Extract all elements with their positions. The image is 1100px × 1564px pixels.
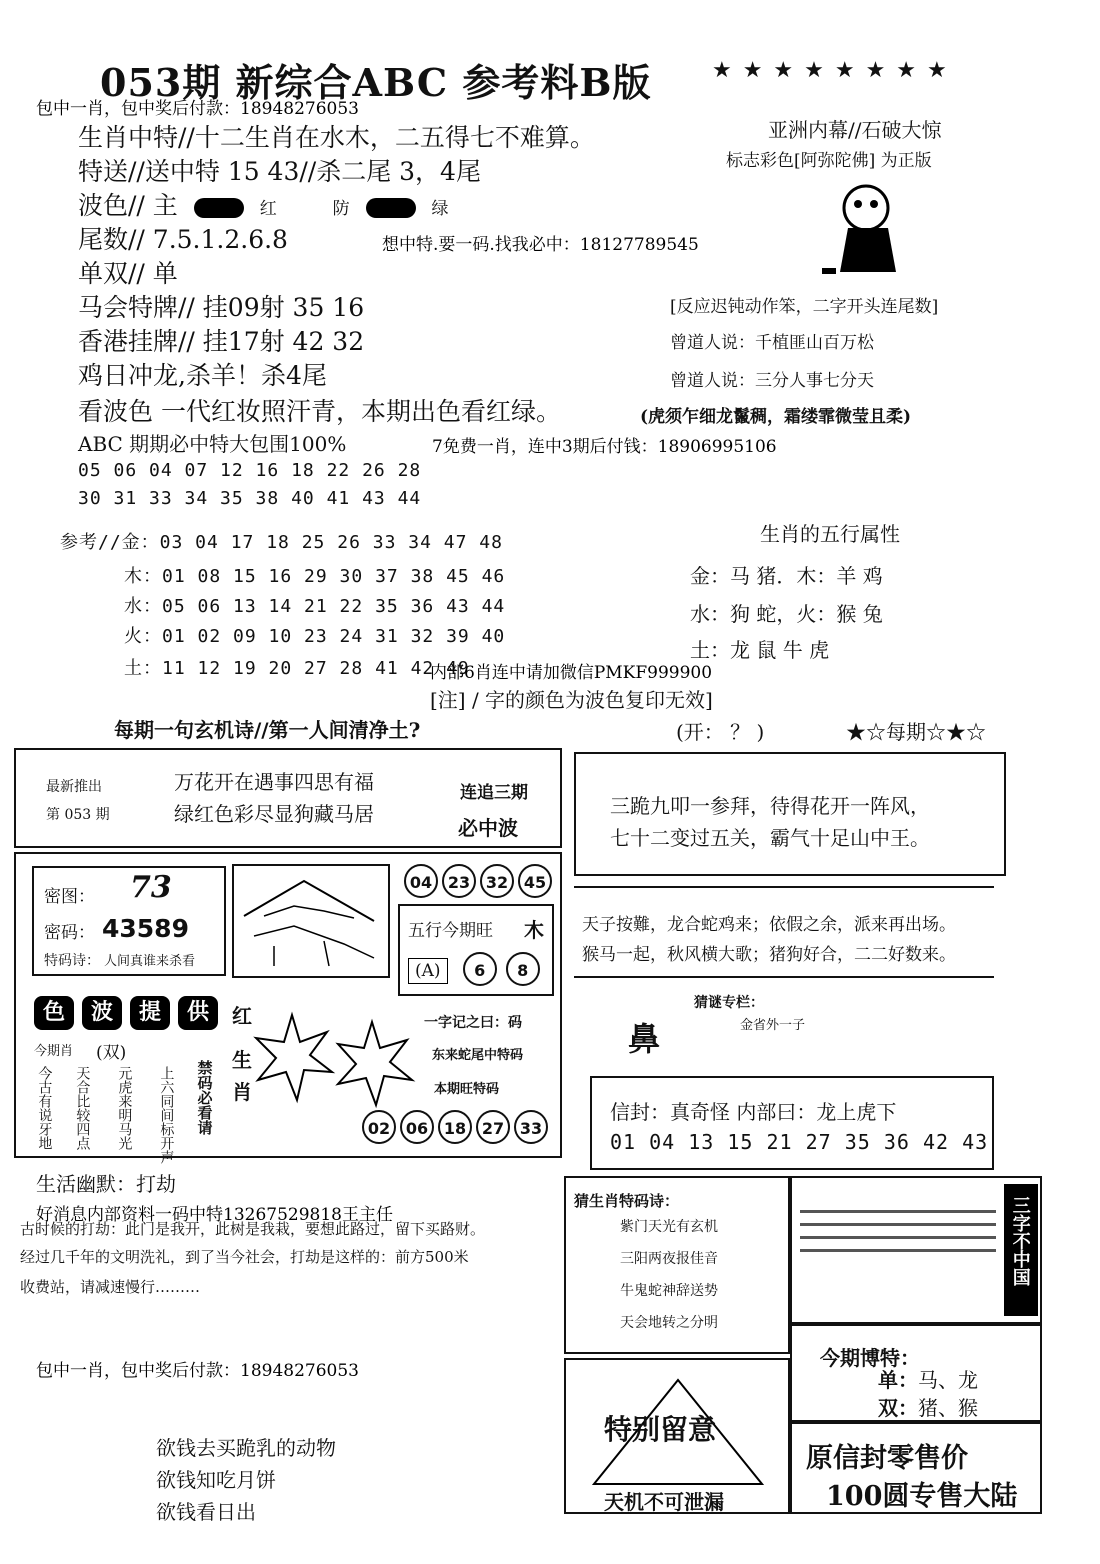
macau-line: 马会特牌// 挂09射 35 16 <box>78 293 365 322</box>
red-blob-icon <box>194 198 244 218</box>
star-row: ★ ★ ★ ★ ★ ★ ★ ★ <box>712 58 949 83</box>
sure-wave-label: 必中波 <box>458 816 518 840</box>
chicken-line: 鸡日冲龙,杀羊！杀4尾 <box>78 361 327 390</box>
open-line: (开： ？ ) <box>676 720 765 744</box>
humor-title: 生活幽默：打劫 <box>36 1172 176 1196</box>
special-send-line: 特送//送中特 15 43//杀二尾 3，4尾 <box>78 157 481 186</box>
dongfang-label: 东来蛇尾中特码 <box>432 1048 524 1063</box>
wave-col: 天合比较四点 <box>74 1066 91 1150</box>
chase-label: 连追三期 <box>460 783 528 803</box>
sketch-drawing-icon <box>234 866 388 976</box>
secret-code: 43589 <box>102 914 189 943</box>
bet-single-row <box>878 1364 978 1393</box>
humor-line-2: 经过几千年的文明洗礼，到了当今社会，打劫是这样的：前方500米 <box>20 1248 469 1266</box>
wuxing-badge-6: 6 <box>463 952 497 986</box>
riddle-hint: 金省外一子 <box>740 1018 806 1033</box>
guess-zodiac-line: 牛鬼蛇神辞送势 <box>620 1283 718 1299</box>
taoist-line-2: 曾道人说：三分人事七分天 <box>670 371 874 391</box>
starburst-icon <box>252 1010 422 1110</box>
sheng-label: 生 <box>232 1048 252 1072</box>
secret-code-label: 密码： <box>44 923 95 943</box>
wuxing-badge-a: (A) <box>408 958 448 984</box>
bet-title: 今期博特： <box>820 1346 920 1370</box>
wuxing-element: 木 <box>524 918 544 942</box>
ref-gold: 参考//金：03 04 17 18 25 26 33 34 47 48 <box>60 532 503 553</box>
secret-poem-label: 特码诗： <box>44 953 100 969</box>
wave-supply-char: 色 <box>34 996 74 1030</box>
wave-col: 上六同间标开声 <box>158 1066 175 1164</box>
wave-col: 今古有说牙地 <box>36 1066 53 1150</box>
five-elements-row-3: 土：龙 鼠 牛 虎 <box>690 638 830 662</box>
benqi-label: 本期旺特码 <box>434 1082 500 1097</box>
ref-water: 水：05 06 13 14 21 22 35 36 43 44 <box>124 596 506 617</box>
five-elements-row-1: 金：马 猪．木：羊 鸡 <box>690 564 883 588</box>
riddle-char: 鼻 <box>628 1020 661 1058</box>
buddha-figure-icon <box>818 180 918 280</box>
right-poem-line-2: 七十二变过五关，霸气十足山中王。 <box>610 826 930 850</box>
wuxing-badge-8: 8 <box>506 952 540 986</box>
circle-num: 23 <box>442 864 476 898</box>
note-line: [注] / 字的颜色为波色复印无效] <box>430 688 713 712</box>
bet-double-row <box>878 1392 978 1421</box>
odd-even-line: 单双// 单 <box>78 259 178 288</box>
circle-row-bottom <box>362 1110 552 1144</box>
wave-guard: 防 <box>332 199 350 219</box>
wave-label: 波色// 主 <box>78 191 178 220</box>
circle-num: 32 <box>480 864 514 898</box>
letter-line-1: 信封：真奇怪 内部曰：龙上虎下 <box>610 1100 897 1124</box>
abc-line: ABC 期期必中特大包围100% <box>78 432 347 456</box>
see-wave-line: 看波色 一代红妆照汗青，本期出色看红绿。 <box>78 397 561 426</box>
wave-supply-char: 波 <box>82 996 122 1030</box>
secret-image-text: 73 <box>130 870 172 905</box>
right-mid-line-2: 猴马一起，秋风横大歌；猪狗好合，二二好数来。 <box>582 945 956 965</box>
guess-zodiac-line: 三阳两夜报佳音 <box>620 1251 718 1267</box>
divider <box>574 886 994 888</box>
guess-zodiac-line: 紫门天光有玄机 <box>620 1219 718 1235</box>
wave-supply-char: 提 <box>130 996 170 1030</box>
guess-zodiac-title: 猜生肖特码诗： <box>574 1192 680 1210</box>
free-contact-overlay: 7免费一肖，连中3期后付钱：18906995106 <box>432 437 777 457</box>
top-contact-overlay: 包中一肖，包中奖后付款：18948276053 <box>36 99 359 119</box>
circle-num: 33 <box>514 1110 548 1144</box>
circle-num: 27 <box>476 1110 510 1144</box>
circle-num: 18 <box>438 1110 472 1144</box>
guess-zodiac-line: 天会地转之分明 <box>620 1315 718 1331</box>
reaction-line: [反应迟钝动作笨，二字开头连尾数] <box>670 297 939 317</box>
ref-fire: 火：01 02 09 10 23 24 31 32 39 40 <box>124 626 506 647</box>
humor-line-3: 收费站，请减速慢行……… <box>20 1278 201 1296</box>
five-elements-title: 生肖的五行属性 <box>760 522 900 546</box>
circle-num: 45 <box>518 864 552 898</box>
money-line: 欲钱看日出 <box>156 1500 256 1524</box>
good-news-overlay: 好消息内部资料一码中特13267529818王主任 <box>36 1205 393 1225</box>
bet-double-label: 双： <box>878 1396 918 1420</box>
latest-label: 最新推出 <box>46 779 102 795</box>
wave-supply-badges <box>34 996 226 1030</box>
issue-label: 第 053 期 <box>46 807 110 823</box>
right-mid-line-1: 天子按難，龙合蛇鸡来；依假之余，派来再出场。 <box>582 915 956 935</box>
humor-line-1: 古时候的打劫：此门是我开，此树是我栽，要想此路过，留下买路财。 <box>20 1220 486 1238</box>
yizi-label: 一字记之曰：码 <box>424 1015 522 1031</box>
wave-color-line <box>78 186 449 222</box>
wave-supply-char: 供 <box>178 996 218 1030</box>
number-row-1: 05 06 04 07 12 16 18 22 26 28 <box>78 460 422 481</box>
circle-num: 04 <box>404 864 438 898</box>
circle-num: 06 <box>400 1110 434 1144</box>
circle-row-top <box>404 864 556 898</box>
poem-box-line-1: 万花开在遇事四思有福 <box>174 770 374 794</box>
mid-contact-overlay: 想中特.要一码.找我必中：18127789545 <box>382 235 699 255</box>
ref-earth: 土：11 12 19 20 27 28 41 42 49 <box>124 658 470 679</box>
asia-line: 亚洲内幕//石破大惊 <box>768 118 942 142</box>
wave-side-note: 禁码必看请 <box>195 1060 214 1135</box>
circle-num: 02 <box>362 1110 396 1144</box>
poem-box-line-2: 绿红色彩尽显狗藏马居 <box>174 802 374 826</box>
stars-every: ★☆每期☆★☆ <box>846 720 986 744</box>
sale-line-2: 100圆专售大陆 <box>826 1481 1018 1512</box>
wave-col: 元虎来明马光 <box>116 1066 133 1150</box>
letter-line-2: 01 04 13 15 21 27 35 36 42 43 <box>610 1130 989 1154</box>
today-selection: (双) <box>96 1043 127 1063</box>
poem-line: 每期一句玄机诗//第一人间清净土? <box>114 718 421 742</box>
page-title: 053期 新综合ABC 参考料B版 <box>100 60 652 105</box>
wave-red: 红 <box>259 199 277 219</box>
xiao-label: 肖 <box>232 1080 252 1104</box>
special-text: 特别留意 <box>604 1413 717 1446</box>
bet-single: 马、龙 <box>918 1368 978 1392</box>
green-blob-icon <box>366 198 416 218</box>
tiger-line: (虎须乍细龙鬣稠，霜缕霏微莹且柔) <box>640 407 912 427</box>
money-line: 欲钱去买跪乳的动物 <box>156 1436 336 1460</box>
right-poem-line-1: 三跪九叩一参拜，待得花开一阵风， <box>610 794 930 818</box>
today-label: 今期肖 <box>34 1044 74 1059</box>
sale-line-1: 原信封零售价 <box>806 1443 968 1474</box>
five-elements-row-2: 水：狗 蛇，火：猴 兔 <box>690 602 883 626</box>
logo-line: 标志彩色[阿弥陀佛] 为正版 <box>726 151 932 171</box>
secret-image-label: 密图： <box>44 887 95 907</box>
ref-wood: 木：01 08 15 16 29 30 37 38 45 46 <box>124 566 506 587</box>
wave-supply-red: 红 <box>232 1004 252 1028</box>
zodiac-special-line: 生肖中特//十二生肖在水木，二五得七不难算。 <box>78 123 595 152</box>
tiny-text-lines <box>800 1200 996 1262</box>
wuxing-badges <box>408 952 544 986</box>
wave-green: 绿 <box>431 199 449 219</box>
bet-double: 猪、猴 <box>918 1396 978 1420</box>
tail-number-line: 尾数// 7.5.1.2.6.8 <box>78 225 288 254</box>
bet-single-label: 单： <box>878 1368 918 1392</box>
number-row-2: 30 31 33 34 35 38 40 41 43 44 <box>78 488 422 509</box>
secret-poem: 人间真谁来杀看 <box>104 954 196 969</box>
wuxing-label: 五行今期旺 <box>408 921 493 941</box>
special-bottom: 天机不可泄漏 <box>604 1490 724 1514</box>
bottom-contact-overlay: 包中一肖，包中奖后付款：18948276053 <box>36 1361 359 1381</box>
hongkong-line: 香港挂牌// 挂17射 42 32 <box>78 327 365 356</box>
divider <box>574 976 994 978</box>
riddle-label: 猜谜专栏： <box>694 995 764 1011</box>
wechat-overlay: 内部6肖连中请加微信PMKF999900 <box>430 663 713 683</box>
vertical-box-text: 三字不中国 <box>1009 1196 1031 1286</box>
taoist-line-1: 曾道人说：千植匪山百万松 <box>670 333 874 353</box>
money-line: 欲钱知吃月饼 <box>156 1468 276 1492</box>
